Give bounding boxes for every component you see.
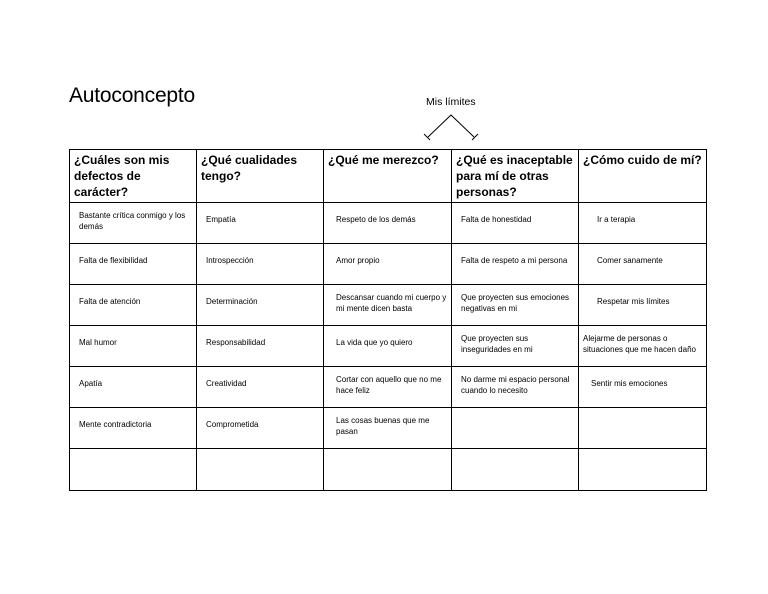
- cell-text: Bastante crítica conmigo y los demás: [79, 211, 186, 231]
- cell-text: Amor propio: [336, 256, 380, 265]
- cell-text: Sentir mis emociones: [591, 379, 668, 388]
- table-cell: [324, 326, 452, 367]
- cell-text: [70, 449, 196, 460]
- cell-text: Alejarme de personas o situaciones que me hacen daño: [583, 334, 696, 354]
- table-cell: [70, 367, 197, 408]
- limits-label: Mis límites: [426, 96, 476, 108]
- table-cell: [324, 408, 452, 449]
- cell-text: [324, 449, 451, 460]
- table-cell: [70, 203, 197, 244]
- cell-text: Apatía: [79, 379, 103, 388]
- table-cell: [197, 326, 324, 367]
- table-cell: [197, 367, 324, 408]
- cell-text: Mal humor: [79, 338, 117, 347]
- table-cell: [579, 449, 707, 491]
- cell-text: [452, 449, 578, 460]
- table-row: [70, 203, 707, 244]
- cell-text: Que proyecten sus emociones negativas en mi: [461, 293, 570, 313]
- cell-text: Introspección: [206, 256, 254, 265]
- cell-text: [579, 408, 706, 419]
- cell-text: Falta de honestidad: [461, 215, 532, 224]
- cell-text: Respetar mis límites: [597, 297, 670, 306]
- self-concept-table: [69, 149, 707, 491]
- cell-text: Respeto de los demás: [336, 215, 416, 224]
- table-cell: [197, 203, 324, 244]
- table-cell: [324, 449, 452, 491]
- table-row: [70, 408, 707, 449]
- table-cell: [452, 326, 579, 367]
- cell-text: [452, 408, 578, 419]
- table-cell: [197, 408, 324, 449]
- page-title: Autoconcepto: [69, 84, 196, 107]
- cell-text: Las cosas buenas que me pasan: [336, 416, 430, 436]
- cell-text: Cortar con aquello que no me hace feliz: [336, 375, 442, 395]
- cell-text: Ir a terapia: [597, 215, 636, 224]
- table-cell: [197, 449, 324, 491]
- header-defects: ¿Cuáles son mis defectos de carácter?: [70, 150, 197, 203]
- table-cell: [70, 285, 197, 326]
- cell-text: Comprometida: [206, 420, 259, 429]
- table-cell: [324, 203, 452, 244]
- cell-text: Responsabilidad: [206, 338, 266, 347]
- table-cell: [452, 203, 579, 244]
- header-unacceptable: ¿Qué es inaceptable para mí de otras personas?: [452, 150, 579, 203]
- cell-text: Descansar cuando mi cuerpo y mi mente dicen basta: [336, 293, 447, 313]
- cell-text: Que proyecten sus inseguridades en mi: [461, 334, 533, 354]
- table-cell: [579, 203, 707, 244]
- cell-text: Creatividad: [206, 379, 247, 388]
- table-cell: [452, 408, 579, 449]
- table-cell: [197, 285, 324, 326]
- table-cell: [70, 326, 197, 367]
- table-cell: [452, 244, 579, 285]
- table-cell: [579, 244, 707, 285]
- table-row: [70, 285, 707, 326]
- table-row: [70, 326, 707, 367]
- table-cell: [70, 408, 197, 449]
- table-cell: [579, 326, 707, 367]
- table-row: [70, 244, 707, 285]
- cell-text: Mente contradictoria: [79, 420, 152, 429]
- table-cell: [70, 244, 197, 285]
- cell-text: Falta de flexibilidad: [79, 256, 148, 265]
- cell-text: La vida que yo quiero: [336, 338, 413, 347]
- branch-arrow-icon: [420, 112, 482, 144]
- table-cell: [452, 449, 579, 491]
- table-cell: [579, 285, 707, 326]
- table-cell: [324, 367, 452, 408]
- table-cell: [452, 367, 579, 408]
- cell-text: [197, 449, 323, 460]
- table-header-row: [70, 150, 707, 203]
- table-row: [70, 367, 707, 408]
- header-deserve: ¿Qué me merezco?: [324, 150, 452, 203]
- header-self-care: ¿Cómo cuido de mí?: [579, 150, 707, 203]
- cell-text: No darme mi espacio personal cuando lo necesito: [461, 375, 570, 395]
- table-cell: [579, 408, 707, 449]
- table-cell: [579, 367, 707, 408]
- cell-text: Falta de respeto a mi persona: [461, 256, 568, 265]
- table-cell: [452, 285, 579, 326]
- table-cell: [324, 285, 452, 326]
- table-cell: [70, 449, 197, 491]
- cell-text: Falta de atención: [79, 297, 141, 306]
- cell-text: Empatía: [206, 215, 236, 224]
- cell-text: Determinación: [206, 297, 258, 306]
- cell-text: Comer sanamente: [597, 256, 663, 265]
- table-cell: [197, 244, 324, 285]
- table-row: [70, 449, 707, 491]
- table-cell: [324, 244, 452, 285]
- header-qualities: ¿Qué cualidades tengo?: [197, 150, 324, 203]
- cell-text: [579, 449, 706, 460]
